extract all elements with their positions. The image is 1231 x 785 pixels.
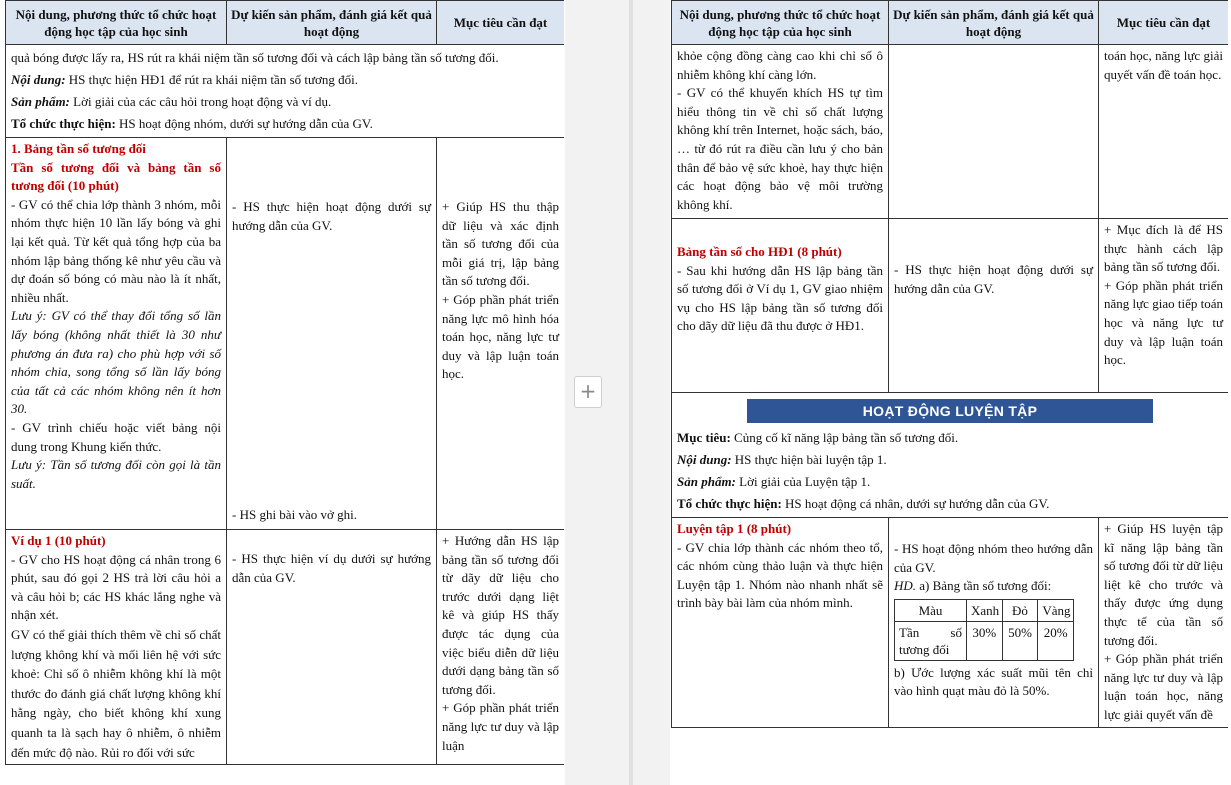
frequency-header-cell: Màu [895,599,967,621]
frequency-table-header [895,599,1074,621]
lt1-title: Luyện tập 1 (8 phút) [677,521,792,536]
example1-goal-b: + Góp phần phát triển năng lực tư duy và lập luận [442,700,559,753]
practice-content-line: Nội dung: HS thực hiện bài luyện tập 1. [677,452,887,467]
continuation-goal: toán học, năng lực giải quyết vấn đề toán học. [1104,48,1223,82]
frequency-table [894,599,1074,661]
example1-para1: - GV cho HS hoạt động cá nhân trong 6 phút, sau đó gọi 2 HS trả lời câu hỏi a và câu hỏi b; các HS khác lắng nghe và nhận xét. [11,551,221,623]
header-col2: Dự kiến sản phẩm, đánh giá kết quả hoạt động [227,1,437,45]
frequency-header-cell: Đỏ [1002,599,1038,621]
header-col3: Mục tiêu cần đạt [1099,1,1229,45]
frequency-header-cell: Vàng [1038,599,1074,621]
lt1-row [672,518,1229,728]
lt1-para: - GV chia lớp thành các nhóm theo tổ, các nhóm cùng thảo luận và thực hiện Luyện tập 1. Nhóm nào nhanh nhất sẽ trình bày bài làm của nhóm mình. [677,539,883,611]
section2-row [6,530,565,765]
section1-para2: - GV trình chiếu hoặc viết bảng nội dung trong Khung kiến thức. [11,419,221,454]
section1-goal-b: + Góp phần phát triển năng lực mô hình hóa toán học, năng lực tư duy và lập luận toán học. [442,291,559,382]
continuation-row [672,45,1229,219]
hd1-goal-b: + Góp phần phát triển năng lực giao tiếp toán học và năng lực tư duy và lập luận toán học. [1104,277,1223,368]
frequency-value-cell: 50% [1002,621,1038,660]
section1-note1: Lưu ý: GV có thể thay đổi tổng số lần lấy bóng (không nhất thiết là 30 như phương án đưa ra) cho phù hợp với số nhóm chia, song tổng số lần lấy bóng của tất cả các nhóm không nên ít hơn 30. [11,308,221,417]
lt1-goal-b: + Góp phần phát triển năng lực tư duy và lập luận toán học, năng lực giải quyết vấn đề [1104,651,1223,722]
intro-line: quả bóng được lấy ra, HS rút ra khái niệm tần số tương đối và cách lập bảng tần số tương đối. [11,50,499,65]
add-page-button[interactable]: + [574,376,602,408]
frequency-header-cell: Xanh [967,599,1003,621]
lt1-product-b: b) Ước lượng xác suất mũi tên chỉ vào hình quạt màu đỏ là 50%. [894,664,1093,699]
lesson-table-right [671,0,1228,728]
continuation-para2: - GV có thể khuyến khích HS tự tìm hiểu thông tin về chỉ số chất lượng không khí trên Internet, hoặc sách, báo, … từ đó rút ra điều cần lưu ý cho bản thân để bảo vệ sức khoẻ, hay thực hiện các hoạt động bảo vệ môi trường không khí. [677,85,883,212]
lt1-hd-line: HD. a) Bảng tần số tương đối: [894,578,1052,594]
section1-note2: Lưu ý: Tần số tương đối còn gọi là tần suất. [11,457,221,491]
content-line: Nội dung: HS thực hiện HĐ1 để rút ra khái niệm tần số tương đối. [11,72,359,87]
table-header-row [672,1,1229,45]
section1-product-b: - HS ghi bài vào vở ghi. [232,507,357,523]
section1-para1: - GV có thể chia lớp thành 3 nhóm, mỗi nhóm thực hiện 10 lần lấy bóng và ghi lại kết quả. Từ kết quả tổng hợp của ba nhóm lập bảng thống kê như yêu cầu và dự đoán số bóng có màu nào là ít nhất, nhiều nhất. [11,196,221,305]
header-col1: Nội dung, phương thức tổ chức hoạt động học tập của học sinh [672,1,889,45]
section1-product-a: - HS thực hiện hoạt động dưới sự hướng dẫn của GV. [232,199,431,233]
document-page-left [5,0,564,785]
example1-goal-a: + Hướng dẫn HS lập bảng tần số tương đối từ dãy dữ liệu cho trước dưới dạng liệt kê và giúp HS thấy được tác dụng của việc biểu diễn dữ liệu dưới dạng bảng tần số tương đối. [442,533,559,697]
frequency-table-row [895,621,1074,660]
practice-banner: HOẠT ĐỘNG LUYỆN TẬP [747,399,1153,423]
practice-intro-row [672,393,1229,518]
hd1-goal-a: + Mục đích là để HS thực hành cách lập bảng tần số tương đối. [1104,222,1223,275]
example1-product: - HS thực hiện ví dụ dưới sự hướng dẫn của GV. [232,551,431,585]
hd1-title: Bảng tần số cho HĐ1 (8 phút) [677,244,842,259]
frequency-row-label: Tần số tương đối [895,621,967,660]
product-line: Sản phẩm: Lời giải của các câu hỏi trong hoạt động và ví dụ. [11,94,332,109]
section1-title: 1. Bảng tần số tương đối [11,141,146,156]
table-header-row [6,1,565,45]
hd1-product: - HS thực hiện hoạt động dưới sự hướng dẫn của GV. [894,262,1093,296]
hd1-row [672,219,1229,393]
practice-organization-line: Tổ chức thực hiện: HS hoạt động cá nhân, dưới sự hướng dẫn của GV. [677,496,1050,511]
frequency-value-cell: 30% [967,621,1003,660]
practice-product-line: Sản phẩm: Lời giải của Luyện tập 1. [677,474,871,489]
lt1-product-a: - HS hoạt động nhóm theo hướng dẫn của GV. [894,541,1093,575]
intro-row [6,45,565,138]
header-col3: Mục tiêu cần đạt [437,1,565,45]
section1-goal-a: + Giúp HS thu thập dữ liệu và xác định tần số tương đối của mỗi giá trị, lập bảng tần số tương đối. [442,199,559,289]
section1-row [6,138,565,530]
section1-subtitle: Tần số tương đối và bảng tần số tương đối (10 phút) [11,159,221,194]
practice-goal-line: Mục tiêu: Củng cố kĩ năng lập bảng tần số tương đối. [677,430,959,445]
example1-title: Ví dụ 1 (10 phút) [11,533,106,548]
header-col2: Dự kiến sản phẩm, đánh giá kết quả hoạt động [889,1,1099,45]
hd1-para: - Sau khi hướng dẫn HS lập bảng tần số tương đối ở Ví dụ 1, GV giao nhiệm vụ cho HS lập bảng tần số tương đối cho dãy dữ liệu đã thu được ở HĐ1. [677,262,883,334]
page-gap-scrollbar[interactable] [629,0,633,785]
header-col1: Nội dung, phương thức tổ chức hoạt động học tập của học sinh [6,1,227,45]
frequency-value-cell: 20% [1038,621,1074,660]
organization-line: Tổ chức thực hiện: HS hoạt động nhóm, dưới sự hướng dẫn của GV. [11,116,373,131]
lt1-goal-a: + Giúp HS luyện tập kĩ năng lập bảng tần số tương đối từ dữ liệu liệt kê cho trước và thấy được ứng dụng thực tế của tần số tương đối. [1104,521,1223,648]
continuation-para1: khỏe cộng đồng càng cao khi chỉ số ô nhiễm không khí càng lớn. [677,48,883,82]
document-page-right [671,0,1228,785]
lesson-table-left [5,0,564,765]
example1-para2: GV có thể giải thích thêm về chỉ số chất lượng không khí và mối liên hệ với sức khoẻ: Chỉ số ô nhiễm không khí là một thước đo đánh giá chất lượng không khí hằng ngày, cho biết không khí xung quanh ta là sạch hay ô nhiễm, ô nhiễm đến mức độ nào. Rủi ro đối với sức [11,626,221,760]
